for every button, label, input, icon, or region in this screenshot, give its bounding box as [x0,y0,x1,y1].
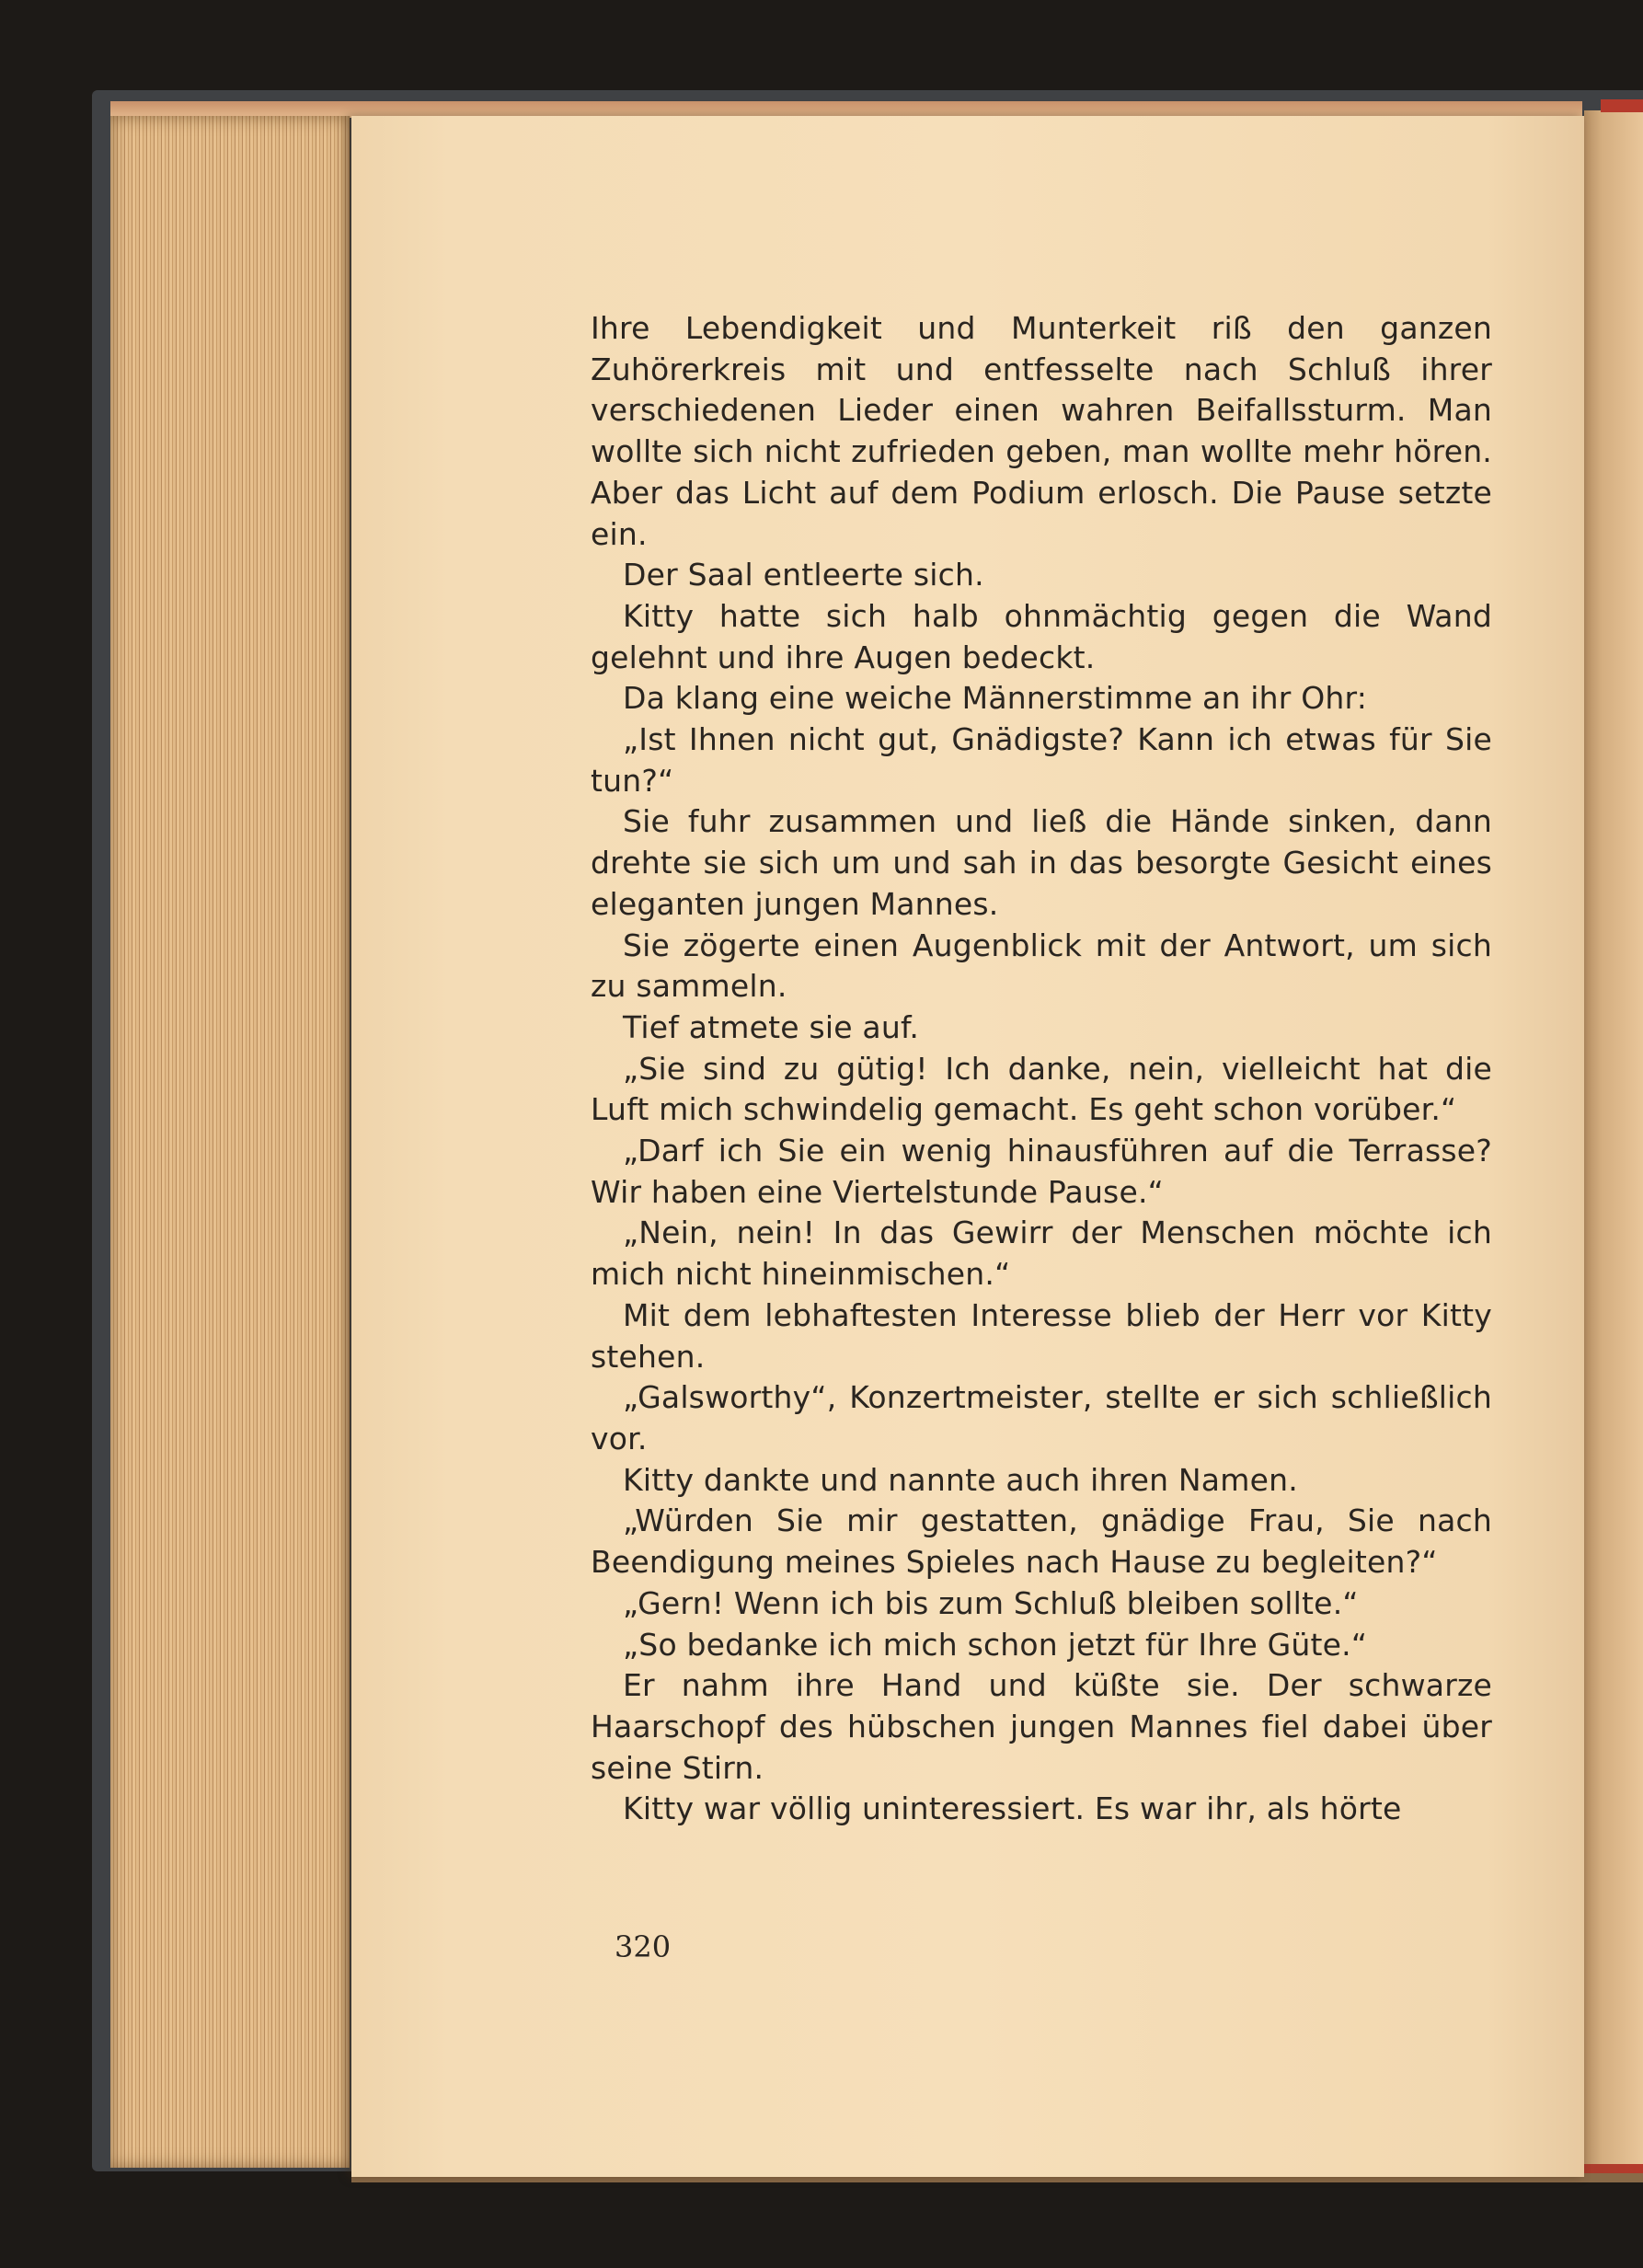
next-page-gutter [1584,110,1643,2181]
paragraph: Kitty dankte und nannte auch ihren Namen. [623,1461,1298,1498]
paragraph: „Gern! Wenn ich bis zum Schluß bleiben sollte.“ [623,1584,1359,1621]
paragraph: Da klang eine weiche Männerstimme an ihr Ohr: [623,680,1368,717]
paragraph: „Würden Sie mir gestatten, gnädige Frau, Sie nach Beendigung meines Spieles nach Hause zu begleiten?“ [591,1502,1492,1581]
paragraph: Tief atmete sie auf. [623,1008,920,1045]
paragraph: „Ist Ihnen nicht gut, Gnädigste? Kann ich etwas für Sie tun?“ [591,721,1492,799]
paragraph: Sie zögerte einen Augenblick mit der Antwort, um sich zu sammeln. [591,927,1492,1005]
paragraph: „Sie sind zu gütig! Ich danke, nein, vielleicht hat die Luft mich schwindelig gemacht. Es geht schon vorüber.“ [591,1050,1492,1128]
paragraph: Er nahm ihre Hand und küßte sie. Der schwarze Haarschopf des hübschen jungen Mannes fiel dabei über seine Stirn. [591,1667,1492,1786]
paragraph: Kitty hatte sich halb ohnmächtig gegen die Wand gelehnt und ihre Augen bedeckt. [591,597,1492,675]
paragraph: „Darf ich Sie ein wenig hinausführen auf die Terrasse? Wir haben eine Viertelstunde Pause.“ [591,1133,1492,1210]
paragraph: „So bedanke ich mich schon jetzt für Ihre Güte.“ [623,1626,1368,1663]
paragraph: „Nein, nein! In das Gewirr der Menschen möchte ich mich nicht hineinmischen.“ [591,1215,1492,1293]
paragraph: „Galsworthy“, Konzertmeister, stellte er sich schließlich vor. [591,1379,1492,1456]
paragraph: Sie fuhr zusammen und ließ die Hände sinken, dann drehte sie sich um und sah in das besorgte Gesicht eines eleganten jungen Mannes. [591,803,1492,922]
headband [1601,99,1643,112]
page-number: 320 [615,1929,672,1964]
page-stack-edges [110,116,350,2168]
paragraph: Ihre Lebendigkeit und Munterkeit riß den ganzen Zuhörerkreis mit und entfesselte nach Schluß ihrer verschiedenen Lieder einen wahren Beifallssturm. Man wollte sich nicht zufrieden geben, man wollte mehr hören. Aber das Licht auf dem Podium erlosch. Die Pause setzte ein. [591,310,1492,552]
paragraph: Der Saal entleerte sich. [623,557,984,593]
page-body-text [591,308,1492,1830]
paragraph: Mit dem lebhaftesten Interesse blieb der Herr vor Kitty stehen. [591,1296,1492,1375]
paragraph: Kitty war völlig uninteressiert. Es war ihr, als hörte [623,1790,1402,1827]
